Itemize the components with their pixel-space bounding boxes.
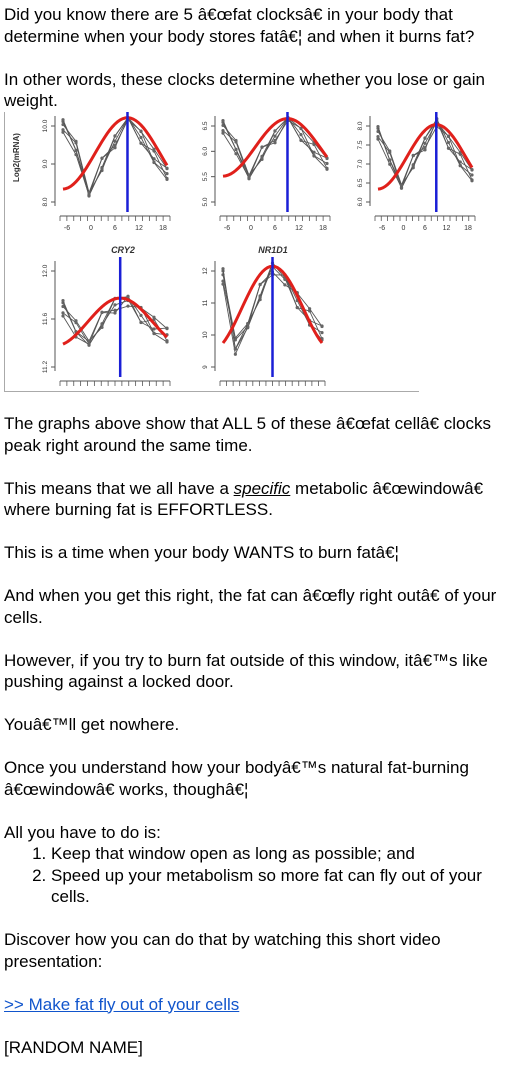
window-text-start: This means that we all have a [4, 478, 234, 498]
sample-point [61, 118, 64, 121]
sample-point [139, 135, 142, 138]
nowhere-paragraph: Youâ€™ll get nowhere. [4, 715, 180, 734]
sample-point [320, 331, 323, 334]
sample-point [152, 160, 155, 163]
y-tick-label: 6.0 [357, 196, 364, 207]
sample-point [273, 134, 276, 137]
understand-paragraph: Once you understand how your bodyâ€™s natural fat-burning â€œwindowâ€ works, thoughâ€¦ [4, 758, 469, 799]
sample-point [273, 129, 276, 132]
sample-point [221, 131, 224, 134]
list-item: 2. Speed up your metabolism so more fat can fly out of your cells. [51, 865, 509, 908]
panel-title-cry2: CRY2 [111, 244, 135, 255]
y-tick-label: 11.2 [42, 360, 49, 373]
sample-point [234, 152, 237, 155]
sample-point [74, 148, 77, 151]
sample-point [234, 140, 237, 143]
sample-point [74, 141, 77, 144]
y-tick-label: 7.5 [357, 139, 364, 150]
sample-point [400, 183, 403, 186]
sample-point [221, 282, 224, 285]
sample-point [126, 304, 129, 307]
sample-point [61, 298, 64, 301]
sample-point [246, 322, 249, 325]
discover-paragraph: Discover how you can do that by watching this short video presentation: [4, 930, 441, 971]
sample-point [139, 313, 142, 316]
intro-paragraph: Did you know there are 5 â€œfat clocksâ€ in your body that determine when your body stores fatâ€¦ and when it burns fat? [4, 5, 475, 46]
y-tick-label: 8.0 [42, 196, 49, 207]
y-tick-label: 11 [202, 299, 209, 306]
y-tick-label: 8.0 [357, 120, 364, 131]
sample-point [165, 177, 168, 180]
y-tick-label: 5.5 [202, 171, 209, 181]
sample-point [376, 137, 379, 140]
x-tick-label: 18 [159, 224, 167, 232]
fat-clock-graphs-figure [4, 112, 472, 392]
sample-point [113, 143, 116, 146]
sample-point [61, 311, 64, 314]
sample-point [221, 118, 224, 121]
locked-door-paragraph: However, if you try to burn fat outside of this window, itâ€™s like pushing against a locked door. [4, 650, 488, 691]
x-tick-label: -6 [63, 224, 71, 232]
sample-point [470, 173, 473, 176]
y-tick-label: 6.0 [202, 146, 209, 156]
y-tick-label: 9.0 [42, 158, 49, 169]
sample-point [388, 158, 391, 161]
sample-point [152, 315, 155, 318]
window-text-end: metabolic â€œwindowâ€ where burning fat is EFFORTLESS. [4, 478, 484, 519]
sample-point [139, 320, 142, 323]
window-paragraph [4, 478, 509, 521]
sample-point [299, 133, 302, 136]
x-tick-label: 18 [319, 224, 327, 232]
sample-point [447, 134, 450, 137]
sample-point [283, 283, 286, 286]
sample-point [139, 141, 142, 144]
sample-point [87, 342, 90, 345]
sample-point [447, 140, 450, 143]
sample-point [325, 167, 328, 170]
y-tick-label: 12.0 [42, 264, 49, 277]
clocks-paragraph: In other words, these clocks determine whether you lose or gain weight. [4, 69, 485, 110]
sample-point [113, 303, 116, 306]
list-item: 1. Keep that window open as long as possible; and [51, 843, 509, 865]
sample-point [459, 163, 462, 166]
sample-point [320, 324, 323, 327]
sample-point [325, 161, 328, 164]
video-link[interactable]: >> Make fat fly out of your cells [4, 994, 240, 1014]
sample-point [273, 138, 276, 141]
wants-paragraph: This is a time when your body WANTS to burn fatâ€¦ [4, 543, 399, 562]
x-tick-label: 0 [89, 224, 93, 232]
sample-point [61, 314, 64, 317]
sample-point [296, 306, 299, 309]
sample-point [87, 339, 90, 342]
sample-point [165, 327, 168, 330]
x-tick-label: 0 [249, 224, 253, 232]
y-tick-label: 9 [202, 364, 209, 369]
sample-point [234, 347, 237, 350]
graphs-paragraph: The graphs above show that ALL 5 of these â€œfat cellâ€ clocks peak right around the same time. [4, 414, 491, 455]
sample-point [87, 191, 90, 194]
todo-paragraph: All you have to do is: [4, 822, 161, 842]
sample-point [74, 321, 77, 324]
sample-curve [63, 119, 167, 192]
x-tick-label: -6 [223, 224, 231, 232]
sample-point [221, 267, 224, 270]
sample-point [423, 136, 426, 139]
sample-point [259, 282, 262, 285]
sample-point [470, 168, 473, 171]
sample-point [100, 310, 103, 313]
sample-point [308, 307, 311, 310]
sample-point [470, 179, 473, 182]
y-tick-label: 6.5 [202, 120, 209, 131]
specific-emphasis: specific [233, 478, 291, 498]
x-tick-label: 6 [113, 224, 117, 232]
y-tick-label: 12 [202, 266, 209, 275]
sample-point [376, 124, 379, 127]
sample-point [423, 141, 426, 144]
y-tick-label: 10.0 [42, 119, 49, 132]
sample-point [152, 147, 155, 150]
y-axis-label: Log2(mRNA) [12, 132, 21, 182]
sample-point [113, 134, 116, 137]
y-tick-label: 11.6 [42, 312, 49, 325]
fat-clock-graphs [5, 112, 472, 391]
sample-point [139, 129, 142, 132]
signature: [RANDOM NAME] [4, 1037, 143, 1057]
x-tick-label: 12 [295, 224, 303, 232]
x-tick-label: 12 [135, 224, 143, 232]
sample-point [165, 340, 168, 343]
sample-point [100, 156, 103, 159]
sample-point [152, 331, 155, 334]
sample-point [234, 147, 237, 150]
sample-point [260, 155, 263, 158]
sample-point [260, 145, 263, 148]
sample-point [165, 172, 168, 175]
sample-point [100, 167, 103, 170]
sample-point [447, 146, 450, 149]
x-tick-label: 18 [464, 224, 472, 232]
sample-point [100, 323, 103, 326]
sample-point [299, 138, 302, 141]
sample-point [412, 153, 415, 156]
panel-title-nr1d1: NR1D1 [258, 244, 288, 255]
x-tick-label: 0 [401, 224, 406, 232]
x-tick-label: -6 [378, 224, 386, 232]
sample-point [423, 146, 426, 149]
fly-out-paragraph: And when you get this right, the fat can â€œfly right outâ€ of your cells. [4, 586, 497, 627]
steps-list [4, 843, 509, 908]
sample-point [247, 173, 250, 176]
sample-point [113, 308, 116, 311]
y-tick-label: 5.0 [202, 196, 209, 207]
y-tick-label: 10 [202, 330, 209, 339]
sample-point [61, 130, 64, 133]
sample-point [234, 352, 237, 355]
x-tick-label: 6 [423, 224, 427, 232]
sample-point [388, 150, 391, 153]
x-tick-label: 12 [442, 224, 451, 232]
sample-point [165, 167, 168, 170]
sample-point [113, 311, 116, 314]
sample-curve [378, 126, 472, 184]
sample-point [259, 295, 262, 298]
sample-point [312, 154, 315, 157]
y-tick-label: 7.0 [357, 158, 364, 169]
sample-point [412, 164, 415, 167]
x-tick-label: 6 [273, 224, 277, 232]
y-tick-label: 6.5 [357, 177, 364, 188]
